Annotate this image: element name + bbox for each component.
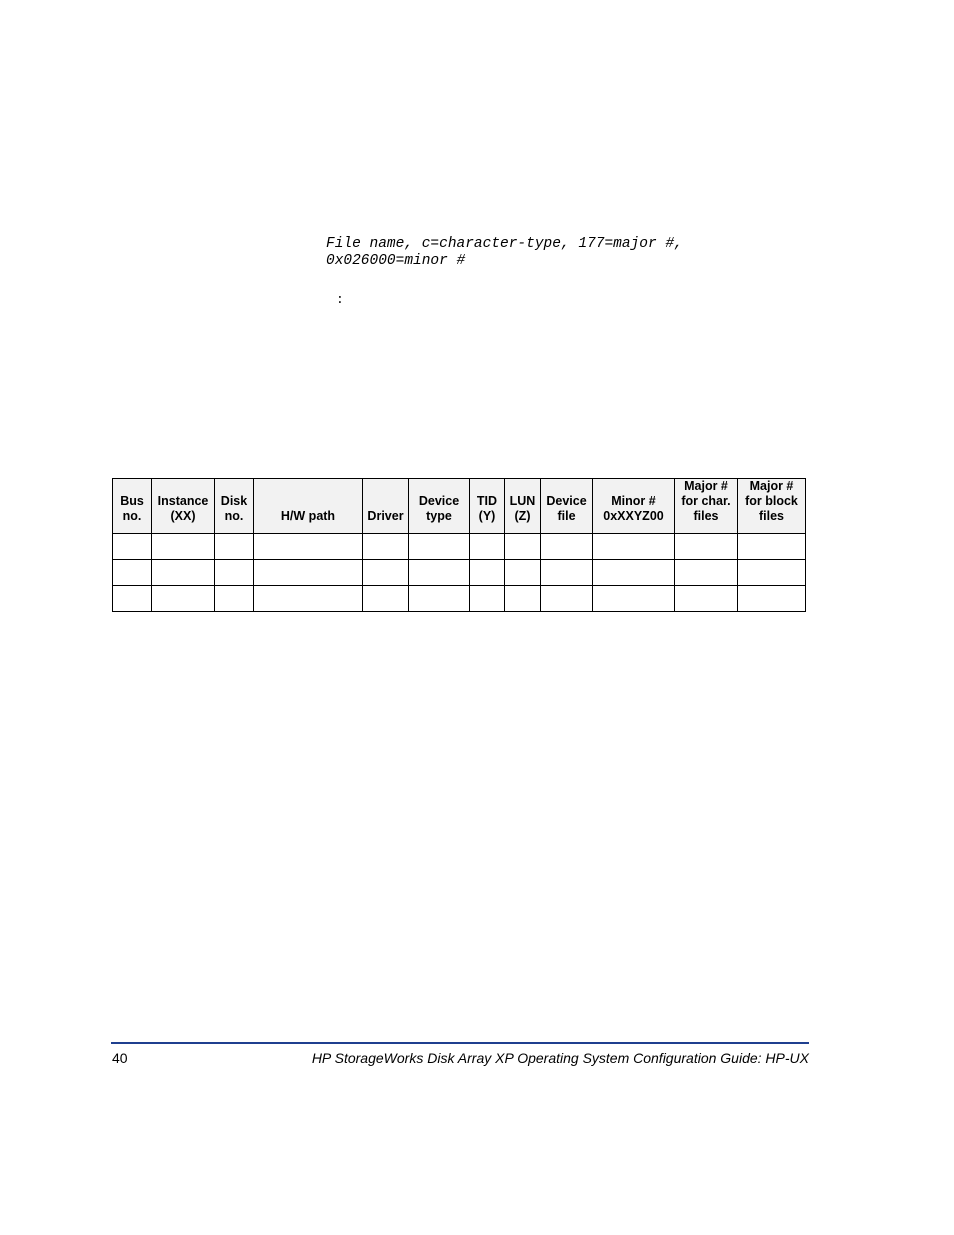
table-cell — [363, 560, 409, 586]
table-cell — [593, 560, 675, 586]
table-cell — [505, 560, 541, 586]
table-cell — [409, 560, 470, 586]
table-cell — [152, 586, 215, 612]
table-cell — [505, 534, 541, 560]
table-cell — [215, 560, 254, 586]
page-number: 40 — [112, 1050, 128, 1066]
table-cell — [363, 534, 409, 560]
header-device-file: Device file — [541, 479, 593, 534]
table-cell — [113, 586, 152, 612]
example-line-1: File name, c=character-type, 177=major #, — [326, 236, 683, 252]
table-cell — [675, 586, 738, 612]
table-cell — [254, 586, 363, 612]
device-worksheet-table — [112, 478, 806, 612]
table-row — [113, 560, 806, 586]
table-header-row — [113, 479, 806, 534]
table-cell — [675, 534, 738, 560]
header-major-block: Major # for block files — [738, 479, 806, 534]
table-cell — [254, 534, 363, 560]
header-driver: Driver — [363, 479, 409, 534]
table-cell — [541, 560, 593, 586]
table-cell — [215, 586, 254, 612]
table-cell — [409, 586, 470, 612]
example-line-2: 0x026000=minor # — [326, 253, 466, 269]
table-cell — [113, 534, 152, 560]
table-cell — [675, 560, 738, 586]
table-cell — [505, 586, 541, 612]
table-cell — [409, 534, 470, 560]
table-cell — [470, 586, 505, 612]
table-cell — [152, 560, 215, 586]
table-cell — [738, 586, 806, 612]
table-cell — [113, 560, 152, 586]
table-cell — [541, 586, 593, 612]
table-cell — [152, 534, 215, 560]
table-cell — [593, 586, 675, 612]
table-cell — [470, 534, 505, 560]
header-disk-no: Disk no. — [215, 479, 254, 534]
table-cell — [593, 534, 675, 560]
table-cell — [738, 534, 806, 560]
table-cell — [215, 534, 254, 560]
table-row — [113, 586, 806, 612]
table-cell — [254, 560, 363, 586]
footer-rule — [111, 1042, 809, 1044]
header-device-type: Device type — [409, 479, 470, 534]
header-major-char: Major # for char. files — [675, 479, 738, 534]
header-hw-path: H/W path — [254, 479, 363, 534]
header-minor: Minor # 0xXXYZ00 — [593, 479, 675, 534]
example-colon: : — [336, 292, 344, 307]
table-cell — [470, 560, 505, 586]
table-cell — [541, 534, 593, 560]
header-bus-no: Bus no. — [113, 479, 152, 534]
document-title: HP StorageWorks Disk Array XP Operating System Configuration Guide: HP-UX — [311, 1050, 809, 1066]
header-tid: TID (Y) — [470, 479, 505, 534]
table-cell — [363, 586, 409, 612]
table-cell — [738, 560, 806, 586]
header-lun: LUN (Z) — [505, 479, 541, 534]
header-instance: Instance (XX) — [152, 479, 215, 534]
table-row — [113, 534, 806, 560]
